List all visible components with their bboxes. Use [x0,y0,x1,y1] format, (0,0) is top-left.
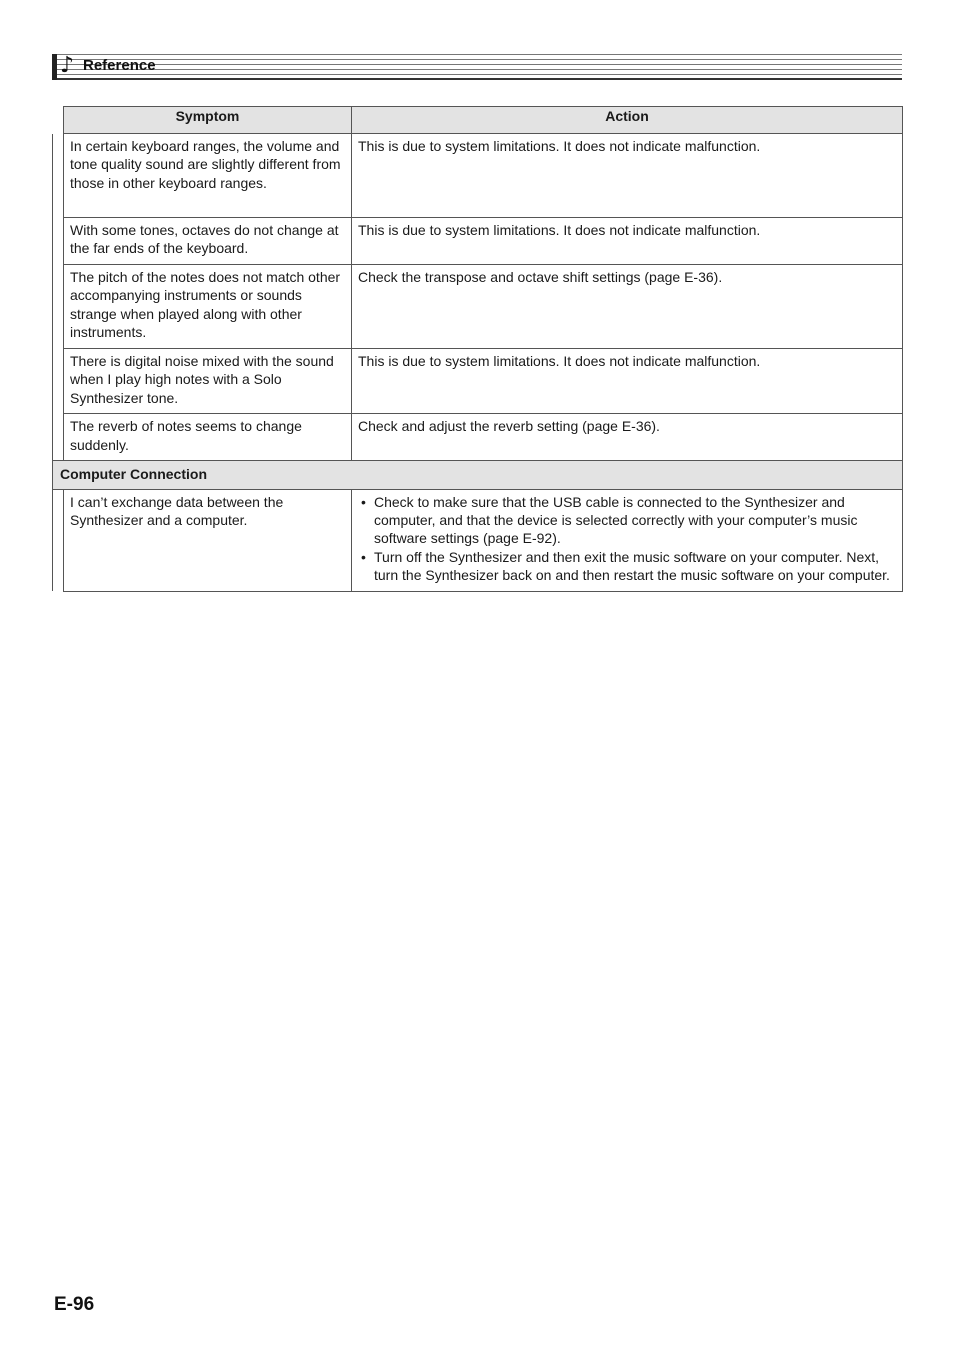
section-header [52,54,902,81]
action-cell: Check the transpose and octave shift settings (page E-36). [352,265,903,349]
header-bar [52,54,57,80]
table-header-row [53,107,903,134]
staff-line [52,54,902,55]
symptom-cell: There is digital noise mixed with the sound when I play high notes with a Solo Synthesizer tone. [64,349,352,414]
section-row [53,461,903,489]
action-list-item: • Check to make sure that the USB cable is connected to the Synthesizer and computer, and that the device is selected correctly with your computer’s music software settings (page E-92). [358,493,896,548]
action-cell: This is due to system limitations. It does not indicate malfunction. [352,218,903,265]
symptom-cell: With some tones, octaves do not change at the far ends of the keyboard. [64,218,352,265]
table-row [53,489,903,591]
staff-line [52,74,902,75]
column-header-symptom: Symptom [64,107,352,134]
symptom-cell: The reverb of notes seems to change suddenly. [64,414,352,461]
page-number: E-96 [54,1294,95,1315]
staff-line [52,59,902,60]
section-title: Reference [83,57,156,74]
column-header-action: Action [352,107,903,134]
action-list-item: • Turn off the Synthesizer and then exit the music software on your computer. Next, turn the Synthesizer back on and then restart the music software on your computer. [358,548,896,585]
header-spacer [53,107,64,134]
table-row [53,218,903,265]
troubleshooting-table [52,106,902,592]
action-cell: This is due to system limitations. It does not indicate malfunction. [352,349,903,414]
music-note-icon: ♪ [60,53,75,78]
symptom-cell: The pitch of the notes does not match other accompanying instruments or sounds strange when played along with other instruments. [64,265,352,349]
table-row [53,349,903,414]
symptom-cell: I can’t exchange data between the Synthesizer and a computer. [64,489,352,591]
table-row [53,414,903,461]
action-list [358,493,896,585]
staff-line [52,69,902,70]
table-row [53,134,903,218]
section-heading: Computer Connection [53,461,903,489]
symptom-cell: In certain keyboard ranges, the volume and tone quality sound are slightly different from those in other keyboard ranges. [64,134,352,218]
staff-line [52,64,902,65]
action-cell [352,489,903,591]
action-cell: Check and adjust the reverb setting (page E-36). [352,414,903,461]
header-rule [52,78,902,80]
table-row [53,265,903,349]
row-stub [53,489,64,591]
action-cell: This is due to system limitations. It does not indicate malfunction. [352,134,903,218]
row-stub [53,134,64,461]
